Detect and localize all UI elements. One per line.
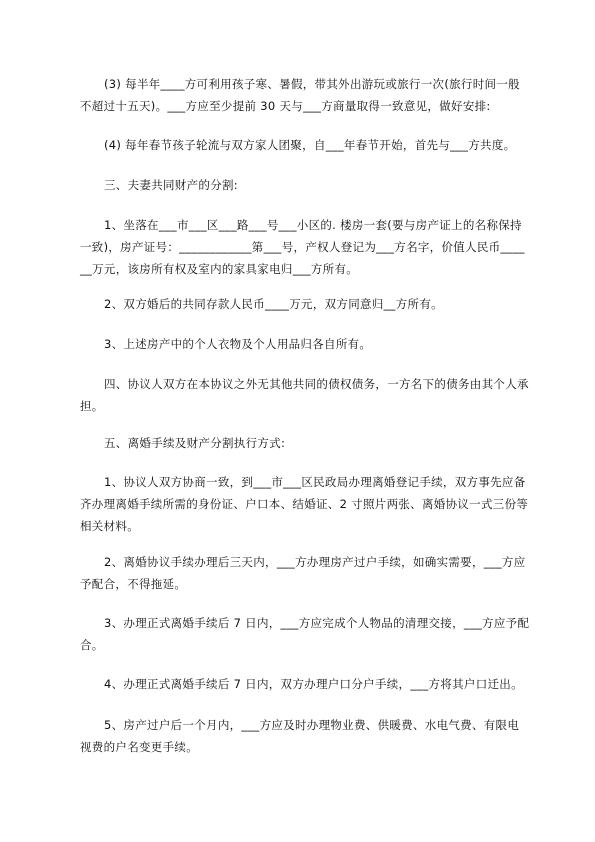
paragraph-execution-3: 3、办理正式离婚手续后 7 日内，___方应完成个人物品的清理交接，___方应予配合。 bbox=[80, 616, 530, 652]
paragraph-property-3: 3、上述房产中的个人衣物及个人用品归各自所有。 bbox=[104, 337, 372, 351]
paragraph-custody-3: (3) 每半年____方可利用孩子寒、暑假，带其外出游玩或旅行一次(旅行时间一般不超过十五天)。___方应至少提前 30 天与___方商量取得一致意见，做好安排: bbox=[80, 77, 520, 113]
paragraph-custody-4: (4) 每年春节孩子轮流与双方家人团聚，自___年春节开始，首先与___方共度。 bbox=[104, 138, 516, 152]
section-heading-debts: 四、协议人双方在本协议之外无其他共同的债权债务，一方名下的债务由其个人承担。 bbox=[80, 377, 529, 413]
section-heading-property: 三、夫妻共同财产的分割: bbox=[104, 178, 238, 192]
paragraph-property-2: 2、双方婚后的共同存款人民币____万元，双方同意归__方所有。 bbox=[104, 297, 443, 311]
paragraph-execution-2: 2、离婚协议手续办理后三天内，___方办理房产过户手续，如确实需要，___方应予配合，不得拖延。 bbox=[80, 555, 526, 591]
section-heading-execution: 五、离婚手续及财产分割执行方式: bbox=[104, 436, 286, 450]
paragraph-execution-1: 1、协议人双方协商一致，到___市___区民政局办理离婚登记手续，双方事先应备齐办理离婚手续所需的身份证、户口本、结婚证、2 寸照片两张、离婚协议一式三份等相关材料。 bbox=[80, 475, 529, 533]
paragraph-execution-4: 4、办理正式离婚手续后 7 日内，双方办理户口分户手续，___方将其户口迁出。 bbox=[104, 677, 523, 691]
paragraph-execution-5: 5、房产过户后一个月内，___方应及时办理物业费、供暖费、水电气费、有限电视费的户名变更手续。 bbox=[80, 718, 520, 754]
paragraph-property-1: 1、坐落在___市___区___路___号___小区的. 楼房一套(要与房产证上的名称保持一致)，房产证号：____________第___号，产权人登记为___方名字，价值人民币______万元，该房所有权及室内的家具家电归___方所有。 bbox=[80, 218, 525, 276]
